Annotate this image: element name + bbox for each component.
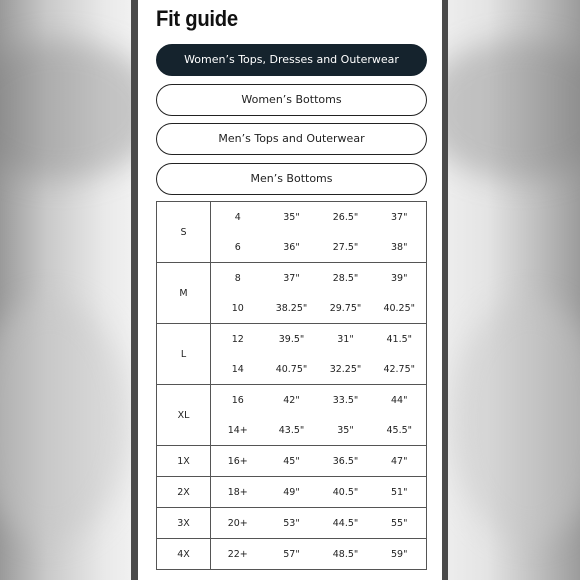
size-group-xl (157, 385, 427, 446)
bust-measurement: 45" (283, 455, 300, 467)
bust-measurement: 37" (283, 272, 300, 284)
bust-measurement: 42" (283, 394, 300, 406)
waist-measurement: 48.5" (332, 548, 359, 560)
numeric-size: 20+ (227, 517, 248, 529)
bust-measurement: 49" (283, 486, 300, 498)
tab-womens-bottoms[interactable]: Women’s Bottoms (156, 84, 427, 116)
hip-measurement: 59" (391, 548, 408, 560)
waist-measurement: 31" (337, 333, 354, 345)
bust-measurement: 53" (283, 517, 300, 529)
numeric-size: 16 (231, 394, 244, 406)
size-label: M (157, 263, 211, 324)
size-group-m (157, 263, 427, 324)
bust-measurement: 39.5" (278, 333, 305, 345)
bust-measurement: 35" (283, 211, 300, 223)
numeric-size: 14+ (227, 424, 248, 436)
table-row (157, 324, 427, 355)
size-group-1x (157, 446, 427, 477)
table-row (157, 385, 427, 416)
numeric-size: 8 (234, 272, 241, 284)
tab-womens-tops-dresses-outerwear[interactable]: Women’s Tops, Dresses and Outerwear (156, 44, 427, 76)
table-row (157, 446, 427, 477)
waist-measurement: 33.5" (332, 394, 359, 406)
numeric-size: 14 (231, 363, 244, 375)
table-row (157, 263, 427, 294)
hip-measurement: 44" (391, 394, 408, 406)
hip-measurement: 51" (391, 486, 408, 498)
hip-measurement: 41.5" (386, 333, 413, 345)
size-label: 1X (157, 446, 211, 477)
numeric-size: 6 (234, 241, 241, 253)
table-row (157, 508, 427, 539)
size-label: 2X (157, 477, 211, 508)
app-screen (138, 0, 442, 580)
background-blur-left-lower (0, 300, 130, 540)
bust-measurement: 36" (283, 241, 300, 253)
bust-measurement: 43.5" (278, 424, 305, 436)
bust-measurement: 38.25" (275, 302, 308, 314)
category-tabs (156, 44, 427, 202)
size-group-2x (157, 477, 427, 508)
numeric-size: 16+ (227, 455, 248, 467)
bust-measurement: 57" (283, 548, 300, 560)
size-group-s (157, 202, 427, 263)
size-chart-table (156, 201, 427, 570)
table-row (157, 202, 427, 233)
waist-measurement: 44.5" (332, 517, 359, 529)
size-group-3x (157, 508, 427, 539)
waist-measurement: 32.25" (329, 363, 362, 375)
tab-mens-tops-outerwear[interactable]: Men’s Tops and Outerwear (156, 123, 427, 155)
numeric-size: 12 (231, 333, 244, 345)
hip-measurement: 47" (391, 455, 408, 467)
numeric-size: 22+ (227, 548, 248, 560)
hip-measurement: 40.25" (383, 302, 416, 314)
size-label: 3X (157, 508, 211, 539)
size-group-l (157, 324, 427, 385)
waist-measurement: 28.5" (332, 272, 359, 284)
numeric-size: 18+ (227, 486, 248, 498)
waist-measurement: 26.5" (332, 211, 359, 223)
waist-measurement: 29.75" (329, 302, 362, 314)
table-row (157, 539, 427, 570)
numeric-size: 4 (234, 211, 241, 223)
hip-measurement: 37" (391, 211, 408, 223)
background-blur-right-lower (450, 300, 580, 540)
hip-measurement: 39" (391, 272, 408, 284)
waist-measurement: 35" (337, 424, 354, 436)
bust-measurement: 40.75" (275, 363, 308, 375)
hip-measurement: 45.5" (386, 424, 413, 436)
numeric-size: 10 (231, 302, 244, 314)
size-label: S (157, 202, 211, 263)
waist-measurement: 40.5" (332, 486, 359, 498)
table-row (157, 477, 427, 508)
waist-measurement: 36.5" (332, 455, 359, 467)
tab-mens-bottoms[interactable]: Men’s Bottoms (156, 163, 427, 195)
size-group-4x (157, 539, 427, 570)
hip-measurement: 38" (391, 241, 408, 253)
hip-measurement: 42.75" (383, 363, 416, 375)
hip-measurement: 55" (391, 517, 408, 529)
size-label: XL (157, 385, 211, 446)
waist-measurement: 27.5" (332, 241, 359, 253)
size-label: L (157, 324, 211, 385)
size-label: 4X (157, 539, 211, 570)
page-title: Fit guide (156, 6, 238, 31)
